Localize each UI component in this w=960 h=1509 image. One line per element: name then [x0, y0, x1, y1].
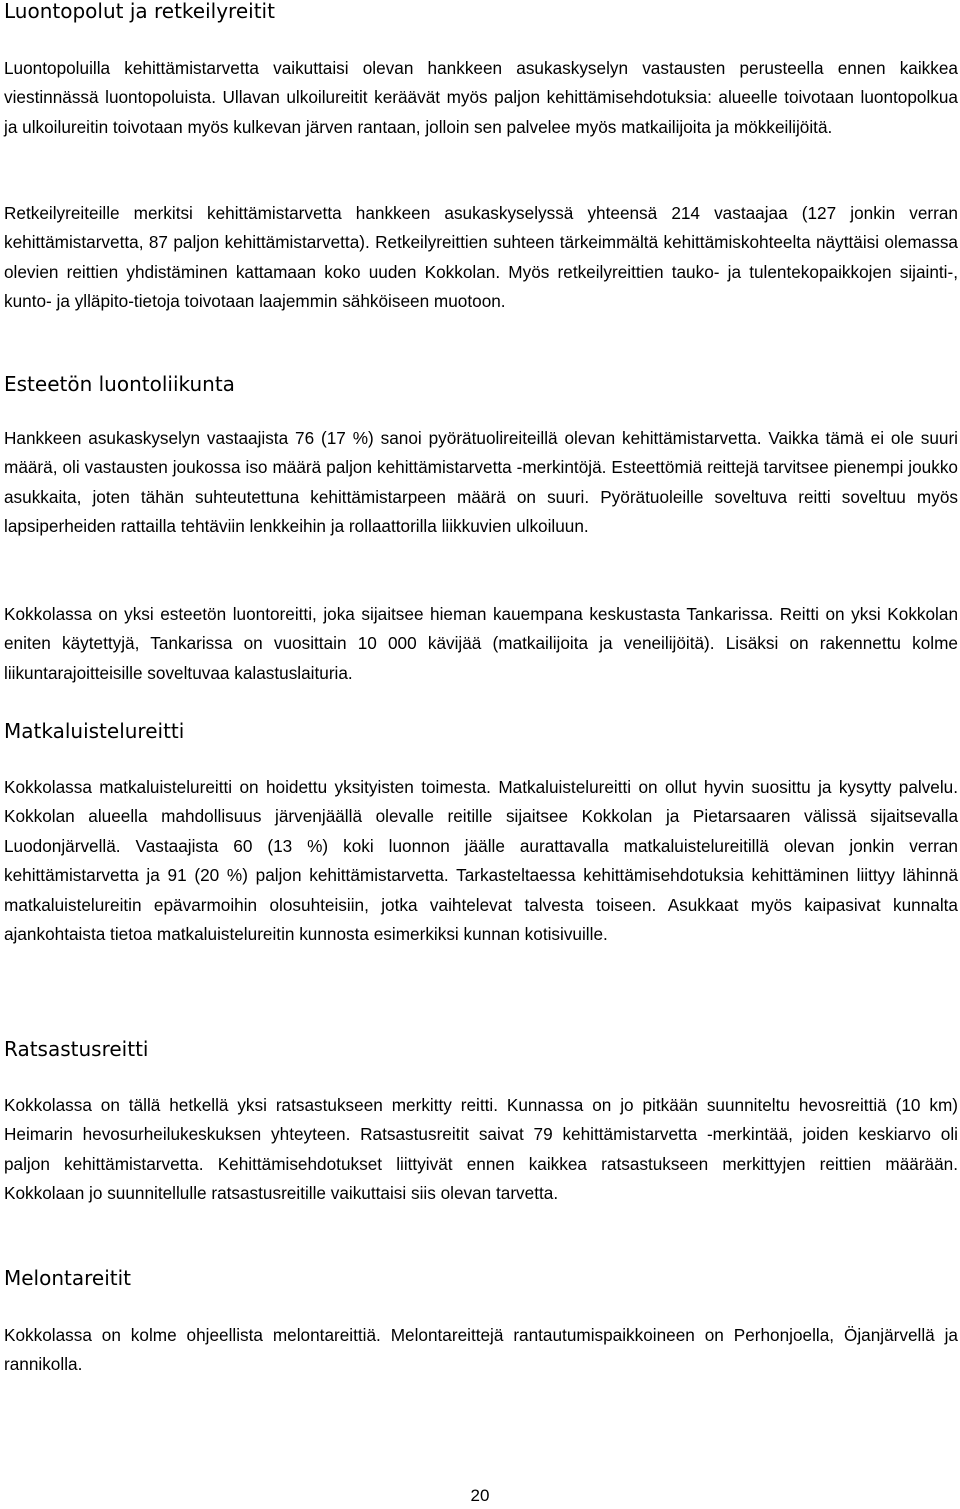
paragraph-luontopolut-2: Retkeilyreiteille merkitsi kehittämistarvetta hankkeen asukaskyselyssä yhteensä 214 vastaajaa (127 jonkin verran kehittämistarvetta, 87 paljon kehittämistarvetta). Retkeilyreittien suhteen tärkeimmältä kehittämiskohteelta näyttäisi olemassa olevien reittien yhdistäminen kattamaan koko uuden Kokkolan. Myös retkeilyreittien tauko- ja tulentekopaikkojen sijainti-, kunto- ja ylläpito-tietoja toivotaan laajemmin sähköiseen muotoon.: [4, 203, 958, 312]
paragraph-melonta-1: Kokkolassa on kolme ohjeellista melontareittiä. Melontareittejä rantautumispaikkoineen on Perhonjoella, Öjanjärvellä ja rannikolla.: [4, 1325, 958, 1375]
paragraph-luontopolut-1: Luontopoluilla kehittämistarvetta vaikuttaisi olevan hankkeen asukaskyselyn vastausten perusteella ennen kaikkea viestinnässä luontopoluista. Ullavan ulkoilureitit keräävät myös paljon kehittämisehdotuksia: alueelle toivotaan luontopolkua ja ulkoilureitin toivotaan myös kulkevan järven rantaan, jolloin sen palvelee myös matkailijoita ja mökkeilijöitä.: [4, 58, 958, 137]
section-heading-ratsastus: Ratsastusreitti: [4, 1037, 149, 1061]
paragraph-esteeton-1: Hankkeen asukaskyselyn vastaajista 76 (17 %) sanoi pyörätuolireiteillä olevan kehittämistarvetta. Vaikka tämä ei ole suuri määrä, oli vastausten joukossa iso määrä paljon kehittämistarvetta -merkintöjä. Esteettömiä reittejä tarvitsee pienempi joukko asukkaita, joten tähän suhteutettuna kehittämistarpeen määrä on suuri. Pyörätuoleille soveltuva reitti soveltuu myös lapsiperheiden rattailla tehtäviin lenkkeihin ja rollaattorilla liikkuvien ulkoiluun.: [4, 428, 958, 537]
section-heading-matkaluistelu: Matkaluistelureitti: [4, 719, 185, 743]
section-heading-luontopolut: Luontopolut ja retkeilyreitit: [4, 0, 275, 23]
paragraph-ratsastus-1: Kokkolassa on tällä hetkellä yksi ratsastukseen merkitty reitti. Kunnassa on jo pitkään suunniteltu hevosreittiä (10 km) Heimarin hevosurheilukeskuksen yhteyteen. Ratsastusreitit saivat 79 kehittämistarvetta -merkintää, joiden keskiarvo oli paljon kehittämistarvetta. Kehittämisehdotukset liittyivät ennen kaikkea ratsastukseen merkittyjen reittien määrään. Kokkolaan jo suunnitellulle ratsastusreitille vaikuttaisi siis olevan tarvetta.: [4, 1095, 958, 1204]
paragraph-esteeton-2: Kokkolassa on yksi esteetön luontoreitti, joka sijaitsee hieman kauempana keskustasta Tankarissa. Reitti on yksi Kokkolan eniten käytettyjä, Tankarissa on vuosittain 10 000 kävijää (matkailijoita ja veneilijöitä). Lisäksi on rakennettu kolme liikuntarajoitteisille soveltuvaa kalastuslaituria.: [4, 604, 958, 683]
section-heading-melonta: Melontareitit: [4, 1266, 132, 1290]
paragraph-matkaluistelu-1: Kokkolassa matkaluistelureitti on hoidettu yksityisten toimesta. Matkaluistelureitti on ollut hyvin suosittu ja kysytty palvelu. Kokkolan alueella mahdollisuus järvenjäällä olevalle reitille sijaitsee Kokkolan ja Pietarsaaren välissä sijaitsevalla Luodonjärvellä. Vastaajista 60 (13 %) koki luonnon jäälle aurattavalla matkaluistelureitillä olevan jonkin verran kehittämistarvetta ja 91 (20 %) paljon kehittämistarvetta. Tarkasteltaessa kehittämisehdotuksia kehittäminen liittyy lähinnä matkaluistelureitin epävarmoihin olosuhteisiin, jotka vaihtelevat talvesta toiseen. Asukkaat myös kaipasivat kunnalta ajankohtaista tietoa matkaluistelureitin kunnosta esimerkiksi kunnan kotisivuille.: [4, 777, 958, 945]
section-heading-esteeton: Esteetön luontoliikunta: [4, 372, 235, 396]
page-number: 20: [470, 1486, 490, 1505]
